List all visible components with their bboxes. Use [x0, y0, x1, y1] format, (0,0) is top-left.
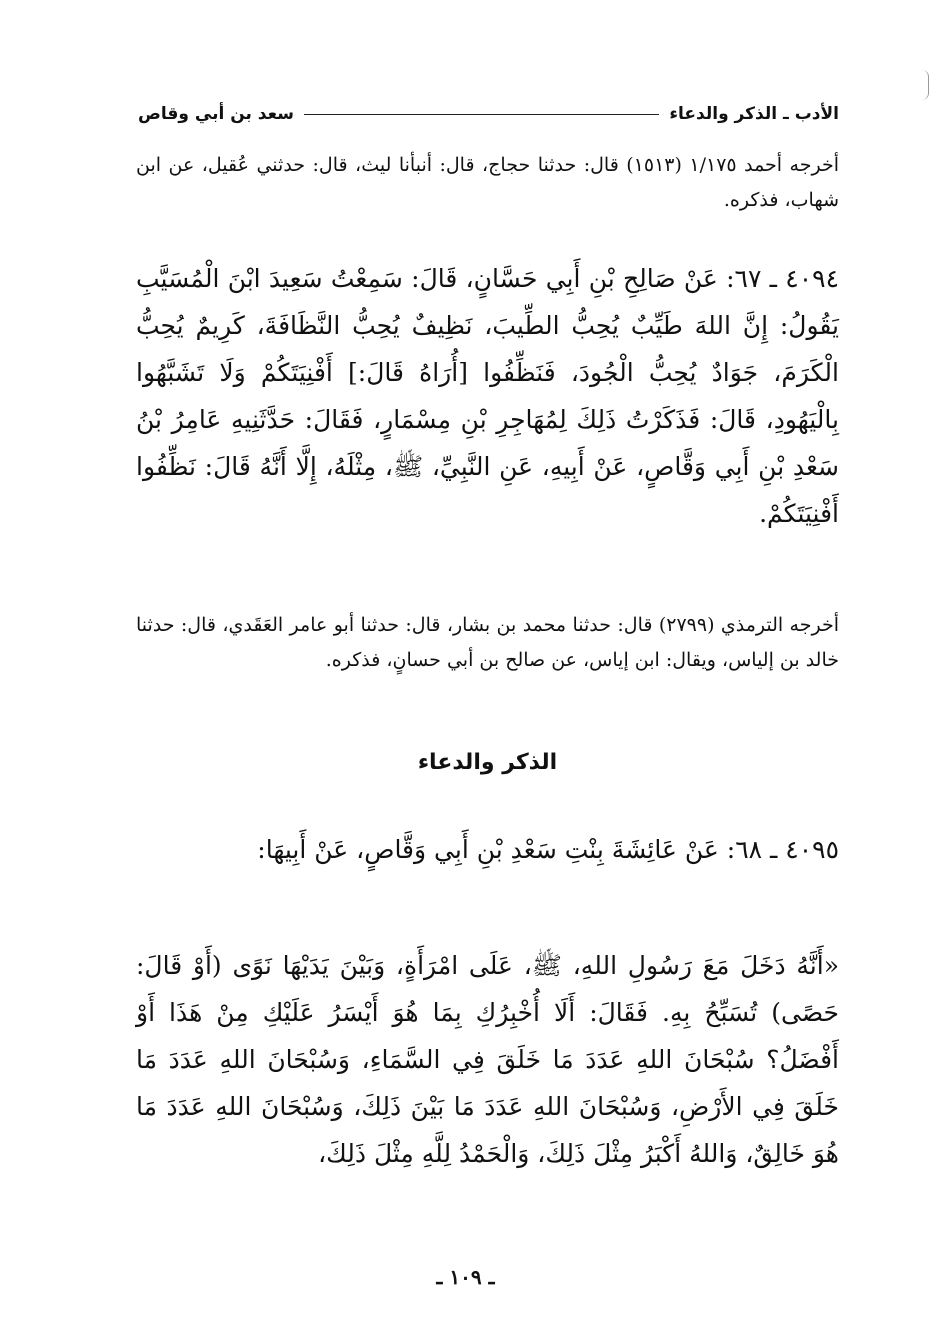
header-rule	[304, 114, 659, 115]
hadith-4095-text: «أَنَّهُ دَخَلَ مَعَ رَسُولِ اللهِ، ﷺ، عَلَى امْرَأَةٍ، وَبَيْنَ يَدَيْهَا نَوًى (أَوْ قَالَ: حَصًى) تُسَبِّحُ بِهِ. فَقَالَ: أَلَا أُخْبِرُكِ بِمَا هُوَ أَيْسَرُ عَلَيْكِ مِنْ هَذَا أَوْ أَفْضَلُ؟ سُبْحَانَ اللهِ عَدَدَ مَا خَلَقَ فِي السَّمَاءِ، وَسُبْحَانَ اللهِ عَدَدَ مَا خَلَقَ فِي الأَرْضِ، وَسُبْحَانَ اللهِ عَدَدَ مَا بَيْنَ ذَلِكَ، وَسُبْحَانَ اللهِ عَدَدَ مَا هُوَ خَالِقٌ، وَاللهُ أَكْبَرُ مِثْلَ ذَلِكَ، وَالْحَمْدُ لِلَّهِ مِثْلَ ذَلِكَ،	[136, 951, 839, 1168]
source-note-4093: أخرجه أحمد ١/١٧٥ (١٥١٣) قال: حدثنا حجاج، قال: أنبأنا ليث، قال: حدثني عُقيل، عن ابن شهاب، فذكره.	[136, 154, 839, 211]
page-number: ـ ١٠٩ ـ	[436, 1265, 495, 1289]
running-header	[138, 100, 839, 128]
source-note-4094: أخرجه الترمذي (٢٧٩٩) قال: حدثنا محمد بن بشار، قال: حدثنا أبو عامر العَقَدي، قال: حدثنا خالد بن إلياس، ويقال: ابن إياس، عن صالح بن أبي حسانٍ، فذكره.	[136, 614, 839, 671]
page-edge-mark	[922, 70, 929, 100]
header-chapter-title: الأدب ـ الذكر والدعاء	[669, 104, 839, 124]
section-title: الذكر والدعاء	[417, 750, 558, 775]
header-companion-name: سعد بن أبي وقاص	[138, 104, 294, 124]
hadith-4095-intro: ٤٠٩٥ ـ ٦٨: عَنْ عَائِشَةَ بِنْتِ سَعْدِ بْنِ أَبِي وَقَّاصٍ، عَنْ أَبِيهَا:	[257, 835, 839, 864]
hadith-4094: ٤٠٩٤ ـ ٦٧: عَنْ صَالِحِ بْنِ أَبِي حَسَّانٍ، قَالَ: سَمِعْتُ سَعِيدَ ابْنَ الْمُسَيَّبِ يَقُولُ: إِنَّ اللهَ طَيِّبٌ يُحِبُّ الطِّيبَ، نَظِيفٌ يُحِبُّ النَّظَافَةَ، كَرِيمٌ يُحِبُّ الْكَرَمَ، جَوَادٌ يُحِبُّ الْجُودَ، فَنَظِّفُوا [أُرَاهُ قَالَ:] أَفْنِيَتَكُمْ وَلَا تَشَبَّهُوا بِالْيَهُودِ، قَالَ: فَذَكَرْتُ ذَلِكَ لِمُهَاجِرِ بْنِ مِسْمَارٍ، فَقَالَ: حَدَّثَنِيهِ عَامِرُ بْنُ سَعْدِ بْنِ أَبِي وَقَّاصٍ، عَنْ أَبِيهِ، عَنِ النَّبِيِّ، ﷺ، مِثْلَهُ، إِلَّا أَنَّهُ قَالَ: نَظِّفُوا أَفْنِيَتَكُمْ.	[136, 264, 840, 528]
